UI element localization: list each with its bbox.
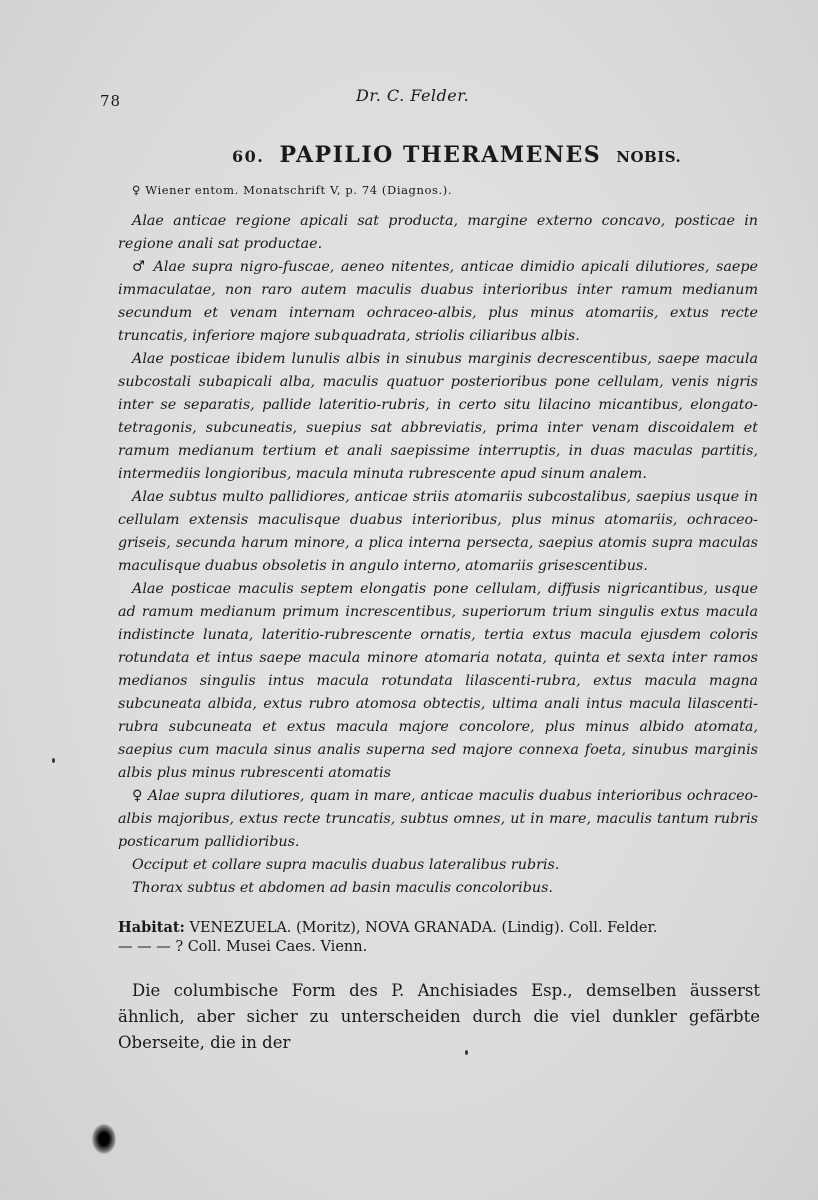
habitat-localities: VENEZUELA. (Moritz), NOVA GRANADA. (Lindig). Coll. Felder. xyxy=(189,920,658,936)
species-name: PAPILIO THERAMENES xyxy=(279,142,602,168)
german-paragraph: Die columbische Form des P. Anchisiades Esp., demselben äusserst ähnlich, aber sicher zu unterscheiden durch die viel dunkler gefärbte Oberseite, die in der xyxy=(118,981,760,1052)
latin-paragraph: Occiput et collare supra maculis duabus lateralibus rubris. xyxy=(132,857,560,873)
habitat-label: Habitat: xyxy=(118,919,185,936)
latin-paragraph: ♂ Alae supra nigro-fuscae, aeneo nitentes, anticae dimidio apicali dilutiores, saepe immaculatae, non raro autem maculis duabus interioribus inter ramum medianum secundum et venam internam ochraceo-albis, plus minus atomariis, extus recte truncatis, inferiore majore subquadrata, striolis ciliaribus albis. xyxy=(118,259,758,344)
species-authority: NOBIS. xyxy=(616,148,682,166)
ink-smudge xyxy=(92,1124,116,1154)
running-head: Dr. C. Felder. xyxy=(356,86,470,105)
latin-paragraph: Alae posticae ibidem lunulis albis in sinubus marginis decrescentibus, saepe macula subcostali subapicali alba, maculis quatuor posterioribus pone cellulam, venis nigris inter se separatis, pallide lateritio-rubris, in certo situ lilacino micantibus, elongato-tetragonis, subcuneatis, suepius sat abbreviatis, prima inter venam discoidalem et ramum medianum tertium et anali saepissime interruptis, in duas maculas partitis, intermediis longioribus, macula minuta rubrescente apud sinum analem. xyxy=(118,351,758,482)
latin-paragraph: Thorax subtus et abdomen ad basin maculis concoloribus. xyxy=(132,880,553,896)
ink-speck xyxy=(465,1050,468,1055)
page-number: 78 xyxy=(100,92,122,110)
latin-paragraph: ♀ Alae supra dilutiores, quam in mare, anticae maculis duabus interioribus ochraceo-albis majoribus, extus recte truncatis, subtus omnes, ut in mare, maculis tantum rubris posticarum pallidioribus. xyxy=(118,788,758,850)
habitat-block xyxy=(118,918,758,957)
latin-paragraph: Alae subtus multo pallidiores, anticae striis atomariis subcostalibus, saepius usque in cellulam extensis maculisque duabus interioribus, plus minus atomariis, ochraceo-griseis, secunda harum minore, a plica interna persecta, saepius atomis supra maculas maculisque duabus obsoletis in angulo interno, atomariis grisescentibus. xyxy=(118,489,758,574)
habitat-line-2: — — — ? Coll. Musei Caes. Vienn. xyxy=(118,939,368,955)
german-commentary xyxy=(118,978,760,1056)
latin-paragraph: Alae posticae maculis septem elongatis pone cellulam, diffusis nigricantibus, usque ad ramum medianum primum increscentibus, superiorum trium singulis extus macula indistincte lunata, lateritio-rubrescente ornatis, tertia extus macula ejusdem coloris rotundata et intus saepe macula minore atomaria notata, quinta et sexta inter ramos medianos singulis intus macula rotundata lilascenti-rubra, extus macula magna subcuneata albida, extus rubro atomosa obtectis, ultima anali intus macula lilascenti-rubra subcuneata et extus macula majore concolore, plus minus albido atomata, saepius cum macula sinus analis superna sed majore connexa foeta, sinubus marginis albis plus minus rubrescenti atomatis xyxy=(118,581,758,781)
species-number: 60. xyxy=(232,147,265,166)
literature-reference: ♀ Wiener entom. Monatschrift V, p. 74 (Diagnos.). xyxy=(132,183,453,197)
ink-speck xyxy=(52,758,55,763)
habitat-line-1 xyxy=(118,918,758,938)
latin-paragraph: Alae anticae regione apicali sat producta, margine externo concavo, posticae in regione anali sat productae. xyxy=(118,213,758,252)
species-title xyxy=(232,142,681,168)
latin-description xyxy=(118,210,758,900)
